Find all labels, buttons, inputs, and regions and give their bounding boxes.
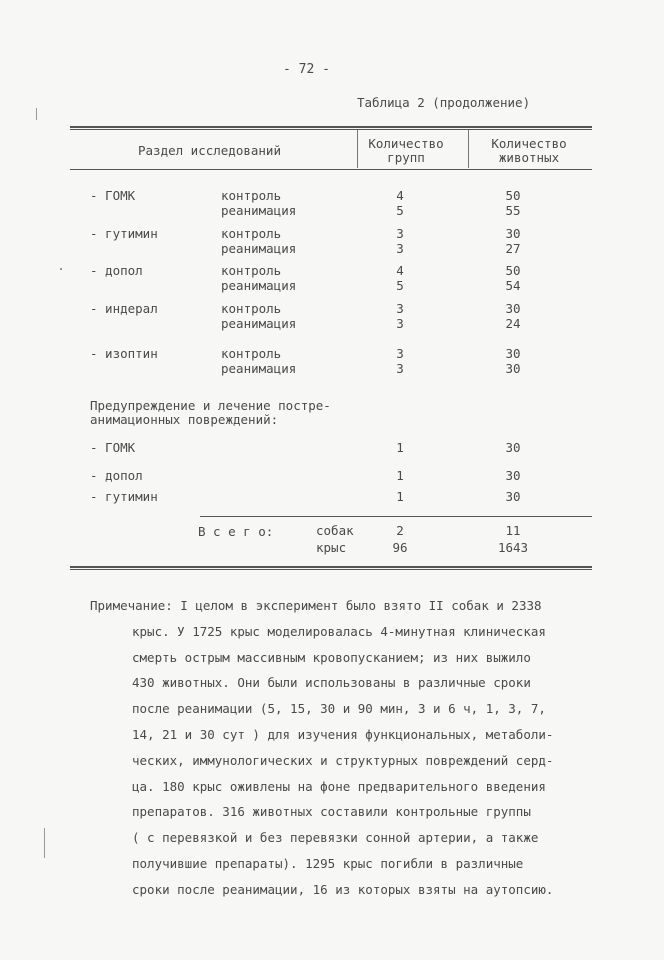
row-groups: 3 bbox=[396, 361, 404, 376]
table-top-rule bbox=[70, 126, 592, 128]
header-groups: Количество групп bbox=[368, 136, 444, 165]
header-section: Раздел исследований bbox=[138, 143, 281, 158]
row-animals: 55 bbox=[505, 203, 521, 218]
total-top-rule bbox=[200, 516, 592, 517]
row-name: - ГОМК bbox=[90, 188, 136, 203]
total-rats-label: крыс bbox=[316, 540, 347, 555]
note-line: Примечание: I целом в эксперимент было взято II собак и 2338 bbox=[90, 598, 542, 613]
note-line: получившие препараты). 1295 крыс погибли в различные bbox=[132, 856, 524, 871]
note-line: препаратов. 316 животных составили контрольные группы bbox=[132, 804, 531, 820]
row-animals: 30 bbox=[505, 226, 521, 241]
prevention-row-name: - допол bbox=[90, 468, 143, 483]
scan-edge-mark bbox=[36, 108, 37, 120]
row-subgroup: реанимация bbox=[221, 203, 297, 218]
row-groups: 4 bbox=[396, 263, 404, 278]
row-name: - изоптин bbox=[90, 346, 158, 361]
prevention-row-animals: 30 bbox=[505, 440, 521, 455]
row-subgroup: контроль bbox=[221, 188, 282, 203]
row-subgroup: контроль bbox=[221, 301, 282, 316]
note-line: 430 животных. Они были использованы в различные сроки bbox=[132, 675, 531, 691]
prevention-row-groups: 1 bbox=[396, 489, 404, 504]
header-divider-2 bbox=[468, 130, 469, 168]
prevention-row-name: - гутимин bbox=[90, 489, 158, 504]
total-rats-animals: 1643 bbox=[497, 540, 529, 555]
row-groups: 3 bbox=[396, 316, 404, 331]
note-line: после реанимации (5, 15, 30 и 90 мин, 3 и 6 ч, 1, 3, 7, bbox=[132, 701, 546, 717]
row-subgroup: реанимация bbox=[221, 278, 297, 293]
row-subgroup: реанимация bbox=[221, 241, 297, 256]
table-caption: Таблица 2 (продолжение) bbox=[357, 95, 531, 110]
total-dogs-animals: 11 bbox=[505, 523, 521, 538]
prevention-row-name: - ГОМК bbox=[90, 440, 136, 455]
row-groups: 5 bbox=[396, 203, 404, 218]
note-line: 14, 21 и 30 сут ) для изучения функциональных, метаболи- bbox=[132, 727, 554, 742]
total-label: В с е г о: bbox=[198, 524, 274, 539]
prevention-row-groups: 1 bbox=[396, 468, 404, 483]
prevention-row-animals: 30 bbox=[505, 489, 521, 504]
row-groups: 5 bbox=[396, 278, 404, 293]
row-name: - допол bbox=[90, 263, 143, 278]
row-groups: 3 bbox=[396, 346, 404, 361]
row-groups: 4 bbox=[396, 188, 404, 203]
row-subgroup: реанимация bbox=[221, 361, 297, 376]
table-top-rule-2 bbox=[70, 129, 592, 130]
row-name: - гутимин bbox=[90, 226, 158, 241]
table-bottom-rule-2 bbox=[70, 569, 592, 570]
note-line: ческих, иммунологических и структурных повреждений серд- bbox=[132, 752, 554, 768]
note-line: ца. 180 крыс оживлены на фоне предварительного введения bbox=[132, 778, 546, 794]
note-line: сроки после реанимации, 16 из которых взяты на аутопсию. bbox=[132, 881, 554, 897]
row-animals: 50 bbox=[505, 263, 521, 278]
row-animals: 30 bbox=[505, 301, 521, 316]
row-animals: 54 bbox=[505, 278, 521, 293]
note-line: ( с перевязкой и без перевязки сонной артерии, а также bbox=[132, 830, 539, 846]
table-bottom-rule bbox=[70, 566, 592, 568]
total-dogs-groups: 2 bbox=[396, 523, 404, 538]
total-dogs-label: собак bbox=[316, 523, 354, 538]
scan-edge-mark bbox=[44, 828, 45, 858]
total-rats-groups: 96 bbox=[392, 540, 408, 555]
row-subgroup: контроль bbox=[221, 226, 282, 241]
row-animals: 50 bbox=[505, 188, 521, 203]
header-divider-1 bbox=[357, 130, 358, 168]
prevention-heading: Предупреждение и лечение постре- анимационных повреждений: bbox=[90, 398, 331, 427]
note-line: смерть острым массивным кровопусканием; из них выжило bbox=[132, 649, 531, 665]
row-animals: 30 bbox=[505, 346, 521, 361]
header-animals: Количество животных bbox=[491, 136, 567, 165]
row-animals: 30 bbox=[505, 361, 521, 376]
note-line: крыс. У 1725 крыс моделировалась 4-минутная клиническая bbox=[132, 623, 546, 639]
row-subgroup: контроль bbox=[221, 346, 282, 361]
row-name: - индерал bbox=[90, 301, 158, 316]
row-groups: 3 bbox=[396, 301, 404, 316]
header-bottom-rule bbox=[70, 169, 592, 170]
scan-edge-mark bbox=[60, 268, 62, 270]
row-groups: 3 bbox=[396, 226, 404, 241]
row-animals: 27 bbox=[505, 241, 521, 256]
page-number: - 72 - bbox=[283, 62, 330, 77]
row-animals: 24 bbox=[505, 316, 521, 331]
prevention-row-groups: 1 bbox=[396, 440, 404, 455]
row-groups: 3 bbox=[396, 241, 404, 256]
row-subgroup: контроль bbox=[221, 263, 282, 278]
row-subgroup: реанимация bbox=[221, 316, 297, 331]
prevention-row-animals: 30 bbox=[505, 468, 521, 483]
